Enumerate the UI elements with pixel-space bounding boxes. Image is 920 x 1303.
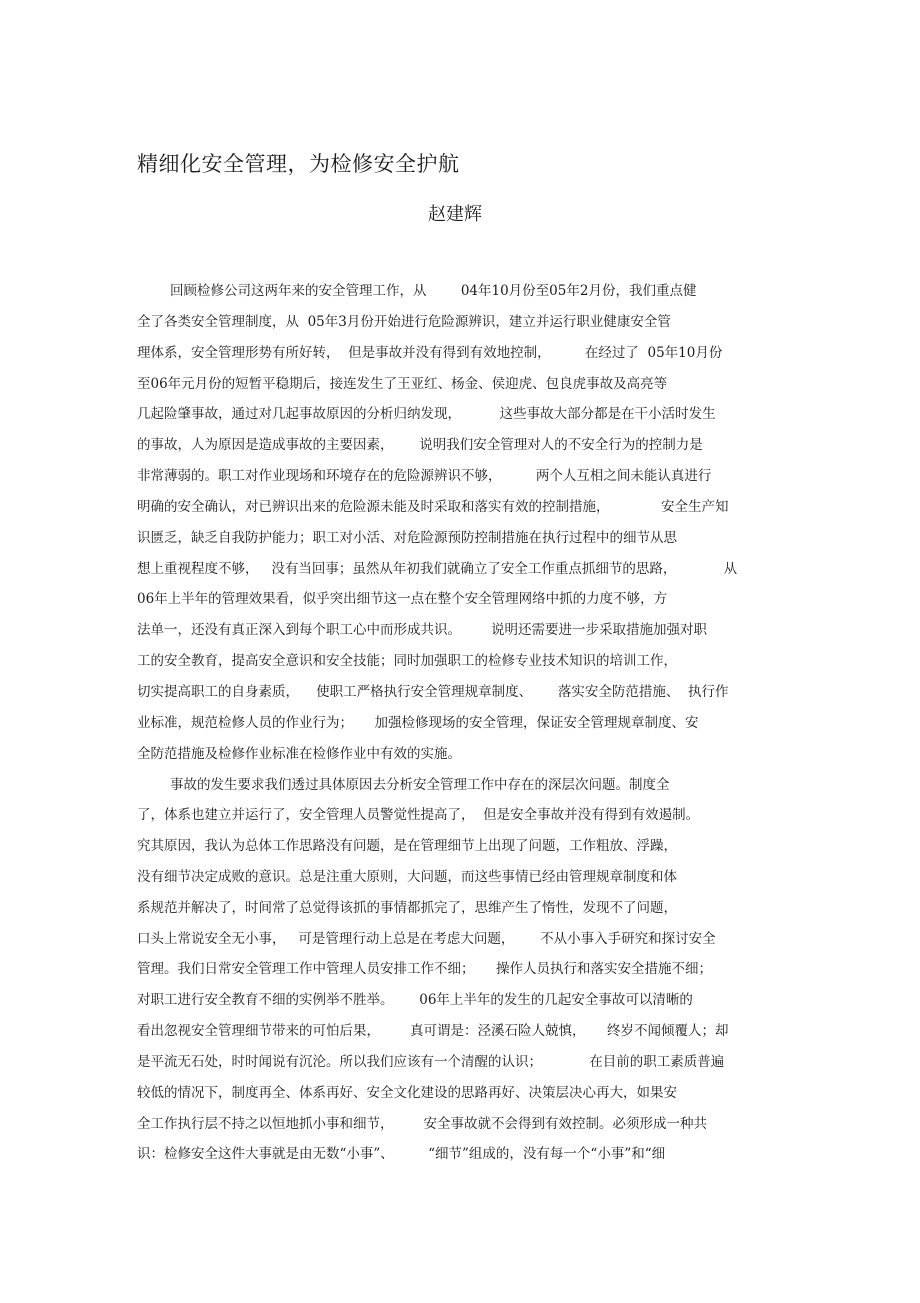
paragraph-line: 想上重视程度不够， 没有当回事；虽然从年初我们就确立了安全工作重点抓细节的思路， 从: [137, 561, 738, 577]
paragraph-line: 了，体系也建立并运行了，安全管理人员警觉性提高了， 但是安全事故并没有得到有效遏制。: [137, 807, 700, 823]
paragraph-line: 法单一，还没有真正深入到每个职工心中而形成共识。 说明还需要进一步采取措施加强对职: [137, 622, 708, 638]
paragraph-line: 事故的发生要求我们透过具体原因去分析安全管理工作中存在的深层次问题。制度全: [170, 777, 670, 793]
paragraph-line: 几起险肇事故，通过对几起事故原因的分析归纳发现， 这些事故大部分都是在干小活时发生: [137, 406, 716, 422]
paragraph-line: 全防范措施及检修作业标准在检修作业中有效的实施。: [137, 746, 461, 762]
paragraph-line: 全了各类安全管理制度，从 05年3月份开始进行危险源辨识，建立并运行职业健康安全管: [137, 314, 671, 330]
paragraph-line: 06年上半年的管理效果看，似乎突出细节这一点在整个安全管理网络中抓的力度不够，方: [137, 591, 668, 607]
paragraph-line: 系规范并解决了，时间常了总觉得该抓的事情都抓完了，思维产生了惰性，发现不了问题，: [137, 900, 677, 916]
paragraph-line: 较低的情况下，制度再全、体系再好、安全文化建设的思路再好、决策层决心再大，如果安: [137, 1085, 677, 1101]
paragraph-line: 至06年元月份的短暂平稳期后，接连发生了王亚红、杨金、侯迎虎、包良虎事故及高亮等: [137, 376, 668, 392]
paragraph-line: 究其原因，我认为总体工作思路没有问题，是在管理细节上出现了问题，工作粗放、浮躁，: [137, 838, 677, 854]
paragraph-line: 的事故，人为原因是造成事故的主要因素， 说明我们安全管理对人的不安全行为的控制力是: [137, 437, 703, 453]
paragraph-line: 识匮乏，缺乏自我防护能力；职工对小活、对危险源预防控制措施在执行过程中的细节从思: [137, 530, 677, 546]
paragraph-line: 全工作执行层不持之以恒地抓小事和细节， 安全事故就不会得到有效控制。必须形成一种共: [137, 1116, 708, 1132]
paragraph-line: 对职工进行安全教育不细的实例举不胜举。 06年上半年的发生的几起安全事故可以清晰的: [137, 992, 693, 1008]
paragraph-line: 看出忽视安全管理细节带来的可怕后果， 真可谓是：泾溪石险人兢慎， 终岁不闻倾覆人；却: [137, 1023, 729, 1039]
paragraph-line: 回顾检修公司这两年来的安全管理工作，从 04年10月份至05年2月份，我们重点健: [170, 283, 697, 299]
paragraph-line: 口头上常说安全无小事， 可是管理行动上总是在考虑大问题， 不从小事入手研究和探讨安全: [137, 931, 716, 947]
paragraph-line: 明确的安全确认，对已辨识出来的危险源未能及时采取和落实有效的控制措施， 安全生产知: [137, 499, 729, 515]
paragraph-line: 工的安全教育，提高安全意识和安全技能；同时加强职工的检修专业技术知识的培训工作，: [137, 653, 677, 669]
paragraph-line: 是平流无石处，时时闻说有沉沦。所以我们应该有一个清醒的认识； 在目前的职工素质普遍: [137, 1054, 725, 1070]
document-title: 精细化安全管理，为检修安全护航: [137, 152, 460, 176]
paragraph-line: 理体系，安全管理形势有所好转， 但是事故并没有得到有效地控制， 在经过了 05年10月份: [137, 345, 723, 361]
paragraph-line: 业标准，规范检修人员的作业行为； 加强检修现场的安全管理，保证安全管理规章制度、安: [137, 715, 699, 731]
paragraph-line: 没有细节决定成败的意识。总是注重大原则，大问题，而这些事情已经由管理规章制度和体: [137, 869, 677, 885]
paragraph-line: 切实提高职工的自身素质， 使职工严格执行安全管理规章制度、 落实安全防范措施、 执行作: [137, 684, 729, 700]
document-author: 赵建辉: [428, 204, 482, 225]
paragraph-line: 非常薄弱的。职工对作业现场和环境存在的危险源辨识不够， 两个人互相之间未能认真进行: [137, 468, 712, 484]
paragraph-line: 识：检修安全这件大事就是由无数“小事”、 “细节”组成的，没有每一个“小事”和“细: [137, 1146, 666, 1162]
paragraph-line: 管理。我们日常安全管理工作中管理人员安排工作不细； 操作人员执行和落实安全措施不细；: [137, 961, 712, 977]
